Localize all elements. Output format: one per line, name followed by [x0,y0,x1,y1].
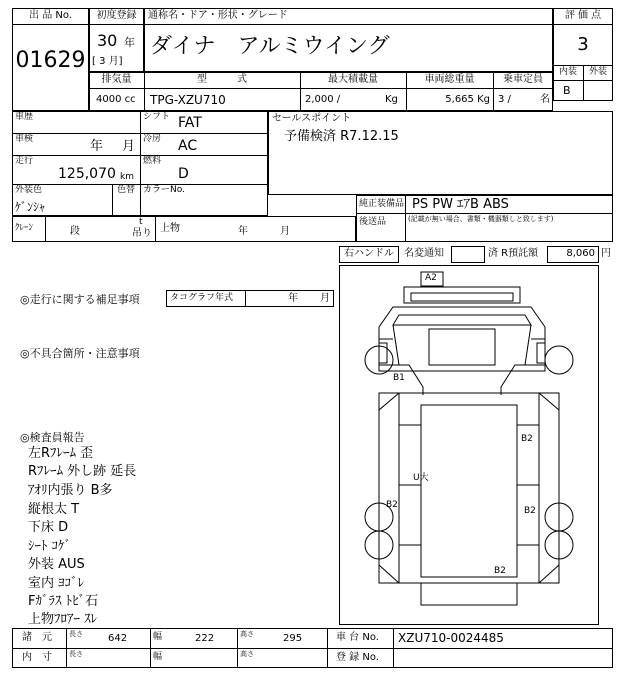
capacity-unit: 名 [540,94,550,105]
max-load-label: 最大積載量 [328,74,378,85]
crane-row [12,216,356,242]
name-change-box [451,246,485,263]
inner-height-label: 高さ [240,650,254,658]
lot-no: 01629 [15,48,86,73]
crane-hang: 吊り [132,228,152,239]
first-reg-month: [ 3 月] [92,56,123,67]
displacement-value: 4000 cc [96,94,136,105]
lot-no-label: 出 品 No. [29,10,72,21]
crane-t: t [139,217,143,227]
first-reg-year-unit: 年 [124,36,135,49]
inspector-line: 縦根太 T [28,502,80,517]
max-load-value: 2,000 / [305,94,341,105]
width-value: 222 [195,633,215,644]
first-reg-year: 30 [97,31,118,50]
score-label: 評 価 点 [564,10,602,21]
mark-b2-bottom: B2 [494,566,506,576]
capacity-label: 乗車定員 [503,74,543,85]
inspector-line: ｱｵﾘ内張り B多 [28,483,113,498]
exterior-label: 外装 [588,67,607,77]
inspector-line: 上物ﾌﾛｱｰ ｽﾚ [28,612,98,627]
inspection-label: 車検 [15,134,34,144]
inspector-line: 室内 ﾖｺﾞﾚ [28,576,85,591]
height-value: 295 [283,633,303,644]
mark-b1: B1 [393,373,405,383]
interior-label: 内装 [558,67,577,77]
driving-notes-label: ◎走行に関する補足事項 [20,293,140,306]
mileage-label: 走行 [15,156,34,166]
inspector-line: Fｶﾞﾗｽ ﾄﾋﾞ石 [28,594,99,609]
chassis-value: XZU710-0024485 [398,631,504,645]
crane-label: ｸﾚｰﾝ [15,223,34,233]
inspector-line: Rﾌﾚｰﾑ 外し跡 延長 [28,464,137,479]
inspector-line: ｼｰﾄ ｺｹﾞ [28,539,72,554]
length-value: 642 [108,633,128,644]
rhd-label: 右ハンドル [344,248,394,259]
fuel-value: D [178,166,189,182]
name-change-label: 名変通知 [404,248,444,259]
sales-point-label: セールスポイント [272,113,352,124]
ac-value: AC [178,138,198,154]
car-name: ダイナ アルミウイング [150,34,390,59]
mileage-value: 125,070 [58,166,116,182]
displacement-label: 排気量 [101,74,132,85]
gross-weight-label: 車両総重量 [424,74,475,85]
model-label: 型 式 [197,74,247,85]
truck-diagram [339,265,599,625]
mileage-unit: km [120,172,134,182]
recycle-value: 8,060 [566,248,595,259]
history-label: 車歴 [15,112,34,122]
capacity-value: 3 / [498,94,511,105]
fuel-label: 燃料 [143,156,162,166]
mark-b2-right-upper: B2 [521,434,533,444]
inspector-label: ◎検査員報告 [20,431,85,444]
color-value: ｹﾞﾝｼｬ [15,200,46,214]
ac-label: 冷房 [143,134,162,144]
recycle-label: 済 R預託額 [488,248,539,259]
length-label: 長さ [69,630,83,638]
inspector-line: 外装 AUS [28,557,85,572]
inspector-line: 下床 D [28,520,69,535]
score-value: 3 [577,34,589,55]
color-code-label: カラーNo. [143,185,185,195]
attached-label: 後送品 [359,217,387,227]
equipment-items: PS PW ｴｱB ABS [412,197,509,212]
chassis-label: 車 台 No. [336,632,379,643]
upper-month-unit: 月 [280,226,290,237]
gross-weight-value: 5,665 Kg [445,94,490,105]
upper-year-unit: 年 [238,226,248,237]
interior-grade: B [563,84,571,97]
equipment-label: 純正装備品 [359,199,405,209]
inspector-line: 左Rﾌﾚｰﾑ 歪 [28,446,94,461]
inner-width-label: 幅 [153,652,163,662]
registration-label: 登 録 No. [336,652,379,663]
height-label: 高さ [240,630,254,638]
recycle-unit: 円 [601,248,611,259]
max-load-unit: Kg [385,94,398,105]
crane-stage: 段 [70,226,80,237]
mark-b2-left: B2 [386,500,398,510]
model-value: TPG-XZU710 [150,93,226,107]
defects-label: ◎不具合箇所・注意事項 [20,347,140,360]
sales-point-text: 予備検済 R7.12.15 [284,129,399,144]
mark-b2-right-lower: B2 [524,506,536,516]
width-label: 幅 [153,632,163,642]
tacho-year-unit: 年 [288,293,298,304]
inner-length-label: 長さ [69,650,83,658]
shift-value: FAT [178,115,202,131]
dimensions-label: 諸 元 [22,632,52,643]
color-label: 外装色 [15,185,43,195]
inspection-year-unit: 年 [90,139,104,154]
inner-dimensions-label: 内 寸 [22,652,52,663]
color-change-label: 色替 [117,185,136,195]
upper-label: 上物 [160,223,180,234]
first-reg-label: 初度登録 [96,10,137,21]
inspection-month-unit: 月 [122,139,136,154]
shift-label: シフト [143,112,171,122]
attached-note: (記載が無い場合、書類・機器類しと致します) [408,215,554,223]
car-name-label: 通称名・ドア・形状・グレード [148,10,288,21]
tacho-month-unit: 月 [320,293,330,304]
mark-a2: A2 [425,273,437,283]
tacho-label: タコグラフ年式 [170,293,234,303]
mark-u-dai: U大 [413,473,429,483]
